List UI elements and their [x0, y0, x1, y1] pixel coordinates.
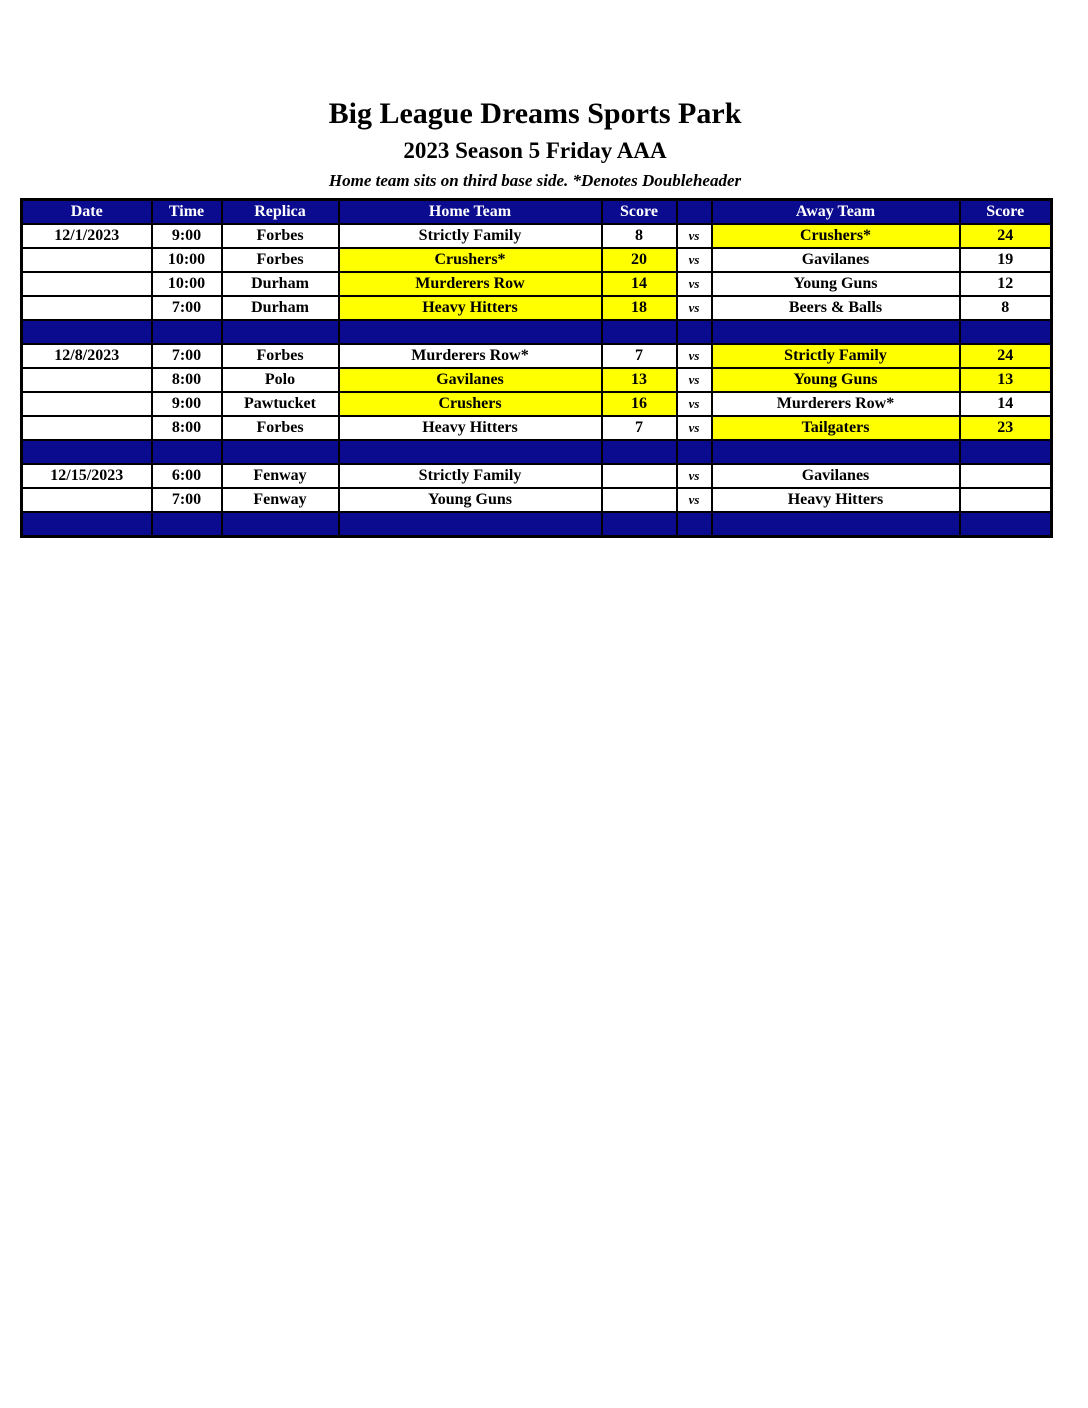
separator-cell — [339, 512, 602, 537]
header-row — [22, 200, 1052, 225]
cell-vs: vs — [677, 488, 712, 512]
cell-away-team: Crushers* — [712, 224, 960, 248]
separator-cell — [602, 512, 677, 537]
cell-home-team: Heavy Hitters — [339, 296, 602, 320]
cell-date — [22, 488, 152, 512]
cell-time: 9:00 — [152, 392, 222, 416]
cell-home-team: Murderers Row — [339, 272, 602, 296]
cell-time: 10:00 — [152, 248, 222, 272]
cell-replica: Pawtucket — [222, 392, 339, 416]
cell-away-team: Tailgaters — [712, 416, 960, 440]
cell-home-team: Crushers* — [339, 248, 602, 272]
cell-home-score: 16 — [602, 392, 677, 416]
game-row — [22, 416, 1052, 440]
game-row — [22, 224, 1052, 248]
game-row — [22, 344, 1052, 368]
cell-home-score: 8 — [602, 224, 677, 248]
header-away-score: Score — [960, 200, 1052, 225]
cell-replica: Forbes — [222, 224, 339, 248]
cell-home-score — [602, 464, 677, 488]
separator-cell — [960, 320, 1052, 344]
cell-away-team: Murderers Row* — [712, 392, 960, 416]
header-replica: Replica — [222, 200, 339, 225]
game-row — [22, 464, 1052, 488]
cell-replica: Forbes — [222, 248, 339, 272]
separator-cell — [677, 512, 712, 537]
cell-home-score: 18 — [602, 296, 677, 320]
page-note: Home team sits on third base side. *Denotes Doubleheader — [328, 170, 742, 190]
separator-cell — [152, 440, 222, 464]
cell-date — [22, 272, 152, 296]
cell-away-team: Beers & Balls — [712, 296, 960, 320]
cell-vs: vs — [677, 296, 712, 320]
cell-home-team: Murderers Row* — [339, 344, 602, 368]
game-row — [22, 272, 1052, 296]
cell-replica: Fenway — [222, 488, 339, 512]
game-row — [22, 368, 1052, 392]
cell-vs: vs — [677, 344, 712, 368]
separator-row — [22, 512, 1052, 537]
cell-home-team: Strictly Family — [339, 224, 602, 248]
cell-date — [22, 416, 152, 440]
cell-away-team: Heavy Hitters — [712, 488, 960, 512]
separator-cell — [960, 512, 1052, 537]
cell-away-team: Gavilanes — [712, 248, 960, 272]
separator-cell — [152, 512, 222, 537]
cell-date: 12/8/2023 — [22, 344, 152, 368]
cell-vs: vs — [677, 224, 712, 248]
schedule-table — [20, 198, 1053, 538]
header-time: Time — [152, 200, 222, 225]
cell-away-score: 14 — [960, 392, 1052, 416]
cell-home-team: Strictly Family — [339, 464, 602, 488]
cell-replica: Durham — [222, 272, 339, 296]
cell-away-team: Gavilanes — [712, 464, 960, 488]
separator-row — [22, 320, 1052, 344]
cell-vs: vs — [677, 248, 712, 272]
cell-home-score: 7 — [602, 416, 677, 440]
schedule-document — [20, 0, 1050, 538]
separator-cell — [960, 440, 1052, 464]
cell-time: 9:00 — [152, 224, 222, 248]
cell-away-score — [960, 464, 1052, 488]
cell-home-score: 13 — [602, 368, 677, 392]
cell-away-team: Strictly Family — [712, 344, 960, 368]
separator-cell — [712, 440, 960, 464]
separator-cell — [339, 320, 602, 344]
header-date: Date — [22, 200, 152, 225]
cell-home-score: 14 — [602, 272, 677, 296]
cell-date: 12/15/2023 — [22, 464, 152, 488]
cell-time: 8:00 — [152, 368, 222, 392]
cell-time: 10:00 — [152, 272, 222, 296]
cell-time: 6:00 — [152, 464, 222, 488]
separator-cell — [222, 320, 339, 344]
cell-vs: vs — [677, 464, 712, 488]
cell-date: 12/1/2023 — [22, 224, 152, 248]
cell-home-team: Young Guns — [339, 488, 602, 512]
cell-replica: Durham — [222, 296, 339, 320]
separator-cell — [339, 440, 602, 464]
cell-date — [22, 248, 152, 272]
cell-replica: Forbes — [222, 416, 339, 440]
game-row — [22, 248, 1052, 272]
separator-cell — [22, 512, 152, 537]
separator-cell — [152, 320, 222, 344]
game-row — [22, 296, 1052, 320]
cell-date — [22, 296, 152, 320]
header-home-team: Home Team — [339, 200, 602, 225]
cell-home-team: Crushers — [339, 392, 602, 416]
separator-cell — [22, 320, 152, 344]
header-away-team: Away Team — [712, 200, 960, 225]
cell-time: 7:00 — [152, 296, 222, 320]
cell-away-score: 13 — [960, 368, 1052, 392]
separator-cell — [677, 440, 712, 464]
header-vs — [677, 200, 712, 225]
header-home-score: Score — [602, 200, 677, 225]
separator-cell — [22, 440, 152, 464]
cell-away-score — [960, 488, 1052, 512]
cell-home-team: Gavilanes — [339, 368, 602, 392]
cell-time: 8:00 — [152, 416, 222, 440]
game-row — [22, 488, 1052, 512]
cell-home-score — [602, 488, 677, 512]
cell-away-score: 24 — [960, 224, 1052, 248]
cell-away-score: 24 — [960, 344, 1052, 368]
cell-home-score: 20 — [602, 248, 677, 272]
cell-replica: Forbes — [222, 344, 339, 368]
cell-away-team: Young Guns — [712, 272, 960, 296]
separator-cell — [712, 320, 960, 344]
cell-time: 7:00 — [152, 344, 222, 368]
cell-date — [22, 392, 152, 416]
cell-away-team: Young Guns — [712, 368, 960, 392]
cell-home-score: 7 — [602, 344, 677, 368]
cell-home-team: Heavy Hitters — [339, 416, 602, 440]
separator-cell — [602, 440, 677, 464]
page-title: Big League Dreams Sports Park — [328, 97, 742, 130]
cell-replica: Polo — [222, 368, 339, 392]
separator-cell — [222, 440, 339, 464]
cell-date — [22, 368, 152, 392]
separator-row — [22, 440, 1052, 464]
cell-vs: vs — [677, 392, 712, 416]
separator-cell — [602, 320, 677, 344]
cell-away-score: 23 — [960, 416, 1052, 440]
cell-away-score: 8 — [960, 296, 1052, 320]
page-subtitle: 2023 Season 5 Friday AAA — [403, 137, 667, 163]
cell-replica: Fenway — [222, 464, 339, 488]
cell-away-score: 12 — [960, 272, 1052, 296]
separator-cell — [677, 320, 712, 344]
cell-vs: vs — [677, 368, 712, 392]
cell-away-score: 19 — [960, 248, 1052, 272]
separator-cell — [222, 512, 339, 537]
cell-time: 7:00 — [152, 488, 222, 512]
cell-vs: vs — [677, 416, 712, 440]
cell-vs: vs — [677, 272, 712, 296]
game-row — [22, 392, 1052, 416]
separator-cell — [712, 512, 960, 537]
